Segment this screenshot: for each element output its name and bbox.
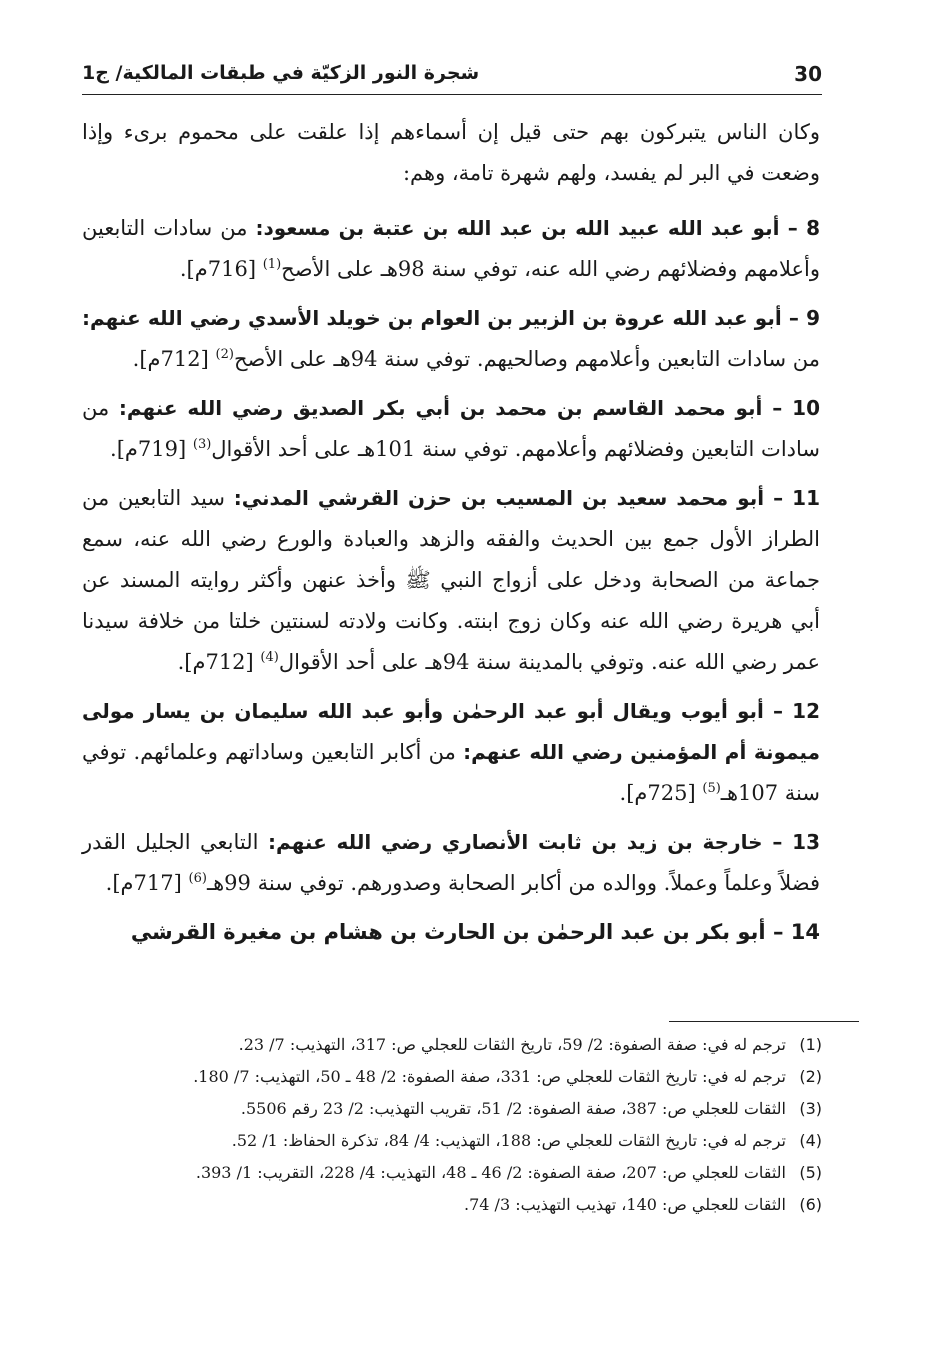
entry-date: [719م]. xyxy=(110,437,193,461)
footnote-number: (5) xyxy=(799,1163,822,1182)
entry-text: من أكابر التابعين وساداتهم وعلمائهم. توفي سنة 107هـ xyxy=(82,740,820,805)
footnote-ref[interactable]: (6) xyxy=(188,871,207,886)
entry-14 xyxy=(82,912,820,953)
entry-heading: 11 – أبو محمد سعيد بن المسيب بن حزن القرشي المدني: xyxy=(233,486,820,510)
footnote-item xyxy=(100,1064,822,1090)
footnote-text: الثقات للعجلي ص: 387، صفة الصفوة: 2/ 51، تقريب التهذيب: 2/ 23 رقم 5506. xyxy=(240,1099,786,1118)
entry-heading: 14 – أبو بكر بن عبد الرحمٰن بن الحارث بن هشام بن مغيرة القرشي xyxy=(130,920,820,944)
entry-9 xyxy=(82,298,820,380)
footnote-text: ترجم له في: صفة الصفوة: 2/ 59، تاريخ الثقات للعجلي ص: 317، التهذيب: 7/ 23. xyxy=(238,1035,786,1054)
entry-heading: 12 – أبو أيوب ويقال أبو عبد الرحمٰن وأبو عبد الله سليمان بن يسار مولى ميمونة أم المؤمنين رضي الله عنهم: xyxy=(82,699,820,764)
footnote-ref[interactable]: (4) xyxy=(260,650,279,665)
footnote-number: (4) xyxy=(799,1131,822,1150)
footnote-number: (2) xyxy=(799,1067,822,1086)
running-title: شجرة النور الزكيّة في طبقات المالكية/ ج1 xyxy=(82,62,480,84)
footnote-ref[interactable]: (5) xyxy=(702,781,721,796)
entry-text: من سادات التابعين وأعلامهم وصالحيهم. توفي سنة 94هـ على الأصح xyxy=(233,347,820,371)
entry-11 xyxy=(82,478,820,683)
entry-heading: 10 – أبو محمد القاسم بن محمد بن أبي بكر الصديق رضي الله عنهم: xyxy=(118,396,820,420)
entry-date: [725م]. xyxy=(619,781,703,805)
entry-date: [716م]. xyxy=(179,257,263,281)
entry-text: سيد التابعين من الطراز الأول جمع بين الحديث والفقه والزهد والعبادة والورع رضي الله عنه، سمع جماعة من الصحابة ودخل على أزواج النبي ﷺ وأخذ عنهن وأكثر روايته المسند عن أبي هريرة رضي الله عنه وكان زوج ابنته. وكانت ولادته لسنتين خلتا من خلافة سيدنا عمر رضي الله عنه. وتوفي بالمدينة سنة 94هـ على أحد الأقوال xyxy=(82,486,820,674)
entry-text: التابعي الجليل القدر فضلاً وعلماً وعملاً. ووالده من أكابر الصحابة وصدورهم. توفي سنة 99هـ xyxy=(82,830,820,895)
footnote-item xyxy=(100,1096,822,1122)
entry-12 xyxy=(82,691,820,814)
footnote-item xyxy=(100,1192,822,1218)
entry-13 xyxy=(82,822,820,904)
page-header xyxy=(82,58,822,95)
footnote-item xyxy=(100,1032,822,1058)
footnote-separator xyxy=(669,1021,859,1022)
footnote-number: (3) xyxy=(799,1099,822,1118)
entry-date: [712م]. xyxy=(177,650,261,674)
footnote-text: الثقات للعجلي ص: 207، صفة الصفوة: 2/ 46 ـ 48، التهذيب: 4/ 228، التقريب: 1/ 393. xyxy=(195,1163,786,1182)
entry-text: من سادات التابعين وفضلائهم وأعلامهم. توفي سنة 101هـ على أحد الأقوال xyxy=(82,396,820,461)
entry-date: [717م]. xyxy=(105,871,189,895)
entry-8 xyxy=(82,208,820,290)
footnote-number: (1) xyxy=(799,1035,822,1054)
footnote-text: ترجم له في: تاريخ الثقات للعجلي ص: 188، التهذيب: 4/ 84، تذكرة الحفاظ: 1/ 52. xyxy=(231,1131,786,1150)
footnote-ref[interactable]: (3) xyxy=(192,437,212,452)
main-text xyxy=(82,112,820,961)
footnote-text: ترجم له في: تاريخ الثقات للعجلي ص: 331، صفة الصفوة: 2/ 48 ـ 50، التهذيب: 7/ 180. xyxy=(193,1067,786,1086)
entry-heading: 13 – خارجة بن زيد بن ثابت الأنصاري رضي الله عنهم: xyxy=(268,830,820,854)
entry-text: من سادات التابعين وأعلامهم وفضلائهم رضي الله عنه، توفي سنة 98هـ على الأصح xyxy=(82,216,820,281)
footnote-ref[interactable]: (1) xyxy=(262,257,282,272)
entry-date: [712م]. xyxy=(132,347,216,371)
footnote-number: (6) xyxy=(799,1195,822,1214)
footnote-ref[interactable]: (2) xyxy=(215,347,234,362)
intro-paragraph: وكان الناس يتبركون بهم حتى قيل إن أسماءهم إذا علقت على محموم برىء وإذا وضعت في البر لم يفسد، ولهم شهرة تامة، وهم: xyxy=(82,120,820,185)
entry-heading: 8 – أبو عبد الله عبيد الله بن عبد الله بن عتبة بن مسعود: xyxy=(255,216,820,240)
footnote-text: الثقات للعجلي ص: 140، تهذيب التهذيب: 3/ 74. xyxy=(464,1195,786,1214)
page-number: 30 xyxy=(794,62,822,86)
footnote-item xyxy=(100,1128,822,1154)
footnote-item xyxy=(100,1160,822,1186)
entry-heading: 9 – أبو عبد الله عروة بن الزبير بن العوام بن خويلد الأسدي رضي الله عنهم: xyxy=(82,306,820,330)
entry-10 xyxy=(82,388,820,470)
footnotes xyxy=(100,1032,822,1224)
